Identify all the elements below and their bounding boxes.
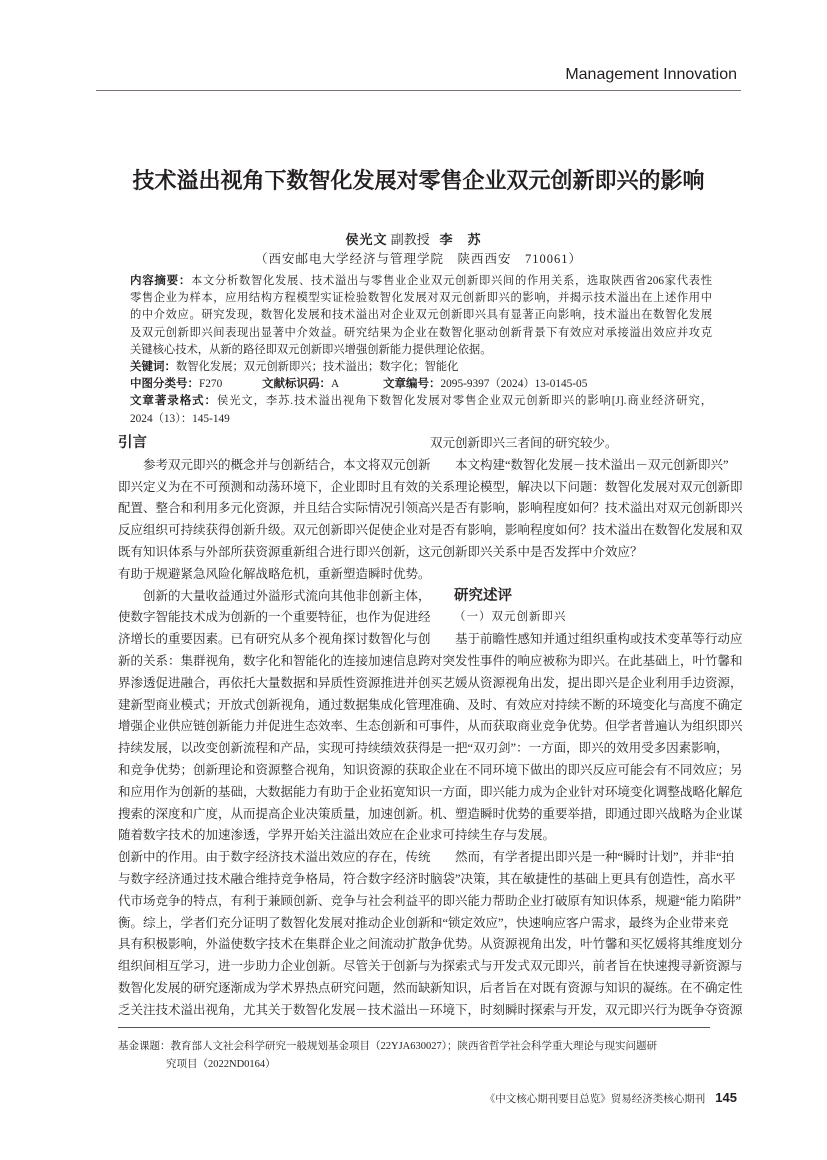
citation-line-2: 2024（13）：145-149: [130, 412, 230, 425]
abstract-line: 及双元创新即兴间表现出显著中介效益。研究结果为企业在数智化驱动创新背景下有效应对承接溢出效应并攻克: [130, 326, 712, 339]
paragraph-line: 和“锁定效应”，快速响应客户需求，最终为企业带来竞: [430, 915, 729, 930]
keywords: 数智化发展；双元创新即兴；技术溢出；数字化；智能化: [176, 361, 459, 374]
authors: [0, 229, 827, 248]
paragraph-line: 对突发性事件的响应被称为即兴。在此基础上，叶竹馨和: [430, 653, 743, 668]
paragraph-line: 有助于规避紧急风险化解战略危机，重新塑造瞬时优势。: [118, 566, 431, 581]
citation-text: 侯光文，李苏.技术溢出视角下数智化发展对零售企业双元创新即兴的影响[J].商业经济研究，: [216, 395, 713, 408]
paragraph-line: 即兴定义为在不可预测和动荡环境下，企业即时且有效的: [118, 479, 431, 494]
footnote-rule: [118, 1027, 710, 1028]
page-number: 145: [715, 1090, 737, 1105]
article-title-block: [96, 166, 741, 196]
paragraph-line: 元创新即兴关系中是否发挥中介效应？: [430, 544, 643, 559]
paragraph-line: 关系理论模型，解决以下问题：数智化发展对双元创新即: [430, 479, 743, 494]
author-2-name: 李 苏: [439, 232, 482, 247]
doc-code-label: 文献标识码：: [262, 378, 331, 391]
paragraph-line: 新知识，后者旨在对既有资源与知识的凝练。在不确定性: [430, 980, 743, 995]
page-footer: [485, 1090, 737, 1106]
clc-label: 中图分类号：: [130, 378, 199, 391]
running-title: Management Innovation: [565, 66, 737, 83]
paragraph-line: 代市场竞争的特点，有利于兼顾创新、竞争与社会利益平: [118, 893, 431, 908]
paragraph-line: 参考双元即兴的概念并与创新结合，本文将双元创新: [143, 457, 431, 472]
paragraph-line: 济增长的重要因素。已有研究从多个视角探讨数智化与创: [118, 632, 431, 647]
paragraph-line: 然而，有学者提出即兴是一种“瞬时计划”，并非“拍: [455, 850, 735, 865]
paragraph-line: 和竞争优势；创新理论和资源整合视角，知识资源的获取: [118, 762, 431, 777]
paragraph-line: 使数字智能技术成为创新的一个重要特征，也作为促进经: [118, 610, 431, 625]
paragraph-line: 与数字经济通过技术融合维持竞争格局，符合数字经济时: [118, 871, 431, 886]
paragraph-line: 一方面，即兴能力成为企业针对环境变化调整战略化解危: [430, 784, 743, 799]
paragraph-line: 数智化发展的研究逐渐成为学术界热点研究问题，然而缺: [118, 980, 431, 995]
keywords-label: 关键词：: [130, 361, 176, 374]
clc-value: F270: [199, 378, 223, 391]
article-title: 技术溢出视角下数智化发展对零售企业双元创新即兴的影响: [132, 168, 705, 193]
abstract-line: 的中介效应。研究发现，数智化发展和技术溢出对企业双元创新即兴具有显著正向影响，技术溢出在数智化发展: [130, 309, 712, 322]
paragraph-line: 准确、及时、有效应对持续不断的环境变化与高度不确定: [430, 697, 743, 712]
paragraph-line: 配置、整合和利用多元化资源，并且结合实际情况引领高: [118, 501, 431, 516]
abstract-block: [130, 273, 712, 428]
funding-footnote: [118, 1038, 718, 1074]
header-rule: [96, 90, 741, 91]
paragraph-line: 新的关系：集群视角，数字化和智能化的连接加速信息跨: [118, 653, 431, 668]
citation-line: [130, 393, 712, 410]
paragraph-line: 和应用作为创新的基础，大数据能力有助于企业拓宽知识: [118, 784, 431, 799]
footnote-text-cont: 究项目（2022ND0164）: [166, 1059, 276, 1070]
body-column-right: [430, 433, 743, 1022]
author-1-title: 副教授: [390, 232, 430, 247]
paragraph-line: 随着数字技术的加速渗透，学界开始关注溢出效应在企业: [118, 828, 431, 843]
citation-label: 文章著录格式：: [130, 395, 217, 408]
paragraph-line: 创新中的作用。由于数字经济技术溢出效应的存在，传统: [118, 850, 431, 865]
classification-line: [130, 376, 712, 393]
paragraph-line: 争优势。从资源视角出发，叶竹馨和买忆媛将其维度划分: [430, 937, 743, 952]
paragraph-line: 建新型商业模式；开放式创新视角，通过数据集成化管理: [118, 697, 431, 712]
paragraph-line: 创新的大量收益通过外溢形式流向其他非创新主体，: [143, 588, 431, 603]
abstract-line: 零售企业为样本，应用结构方程模型实证检验数智化发展对双元创新即兴的影响，并揭示技术溢出在上述作用中: [130, 292, 712, 305]
paragraph-line: 双元创新即兴三者间的研究较少。: [430, 436, 618, 450]
paragraph-line: 脑袋”决策，其在敏捷性的基础上更具有创造性，高水平: [430, 871, 736, 886]
paragraph-line: 求可持续生存与发展。: [430, 828, 556, 843]
paragraph-line: 界渗透促进融合，再依托大量数据和异质性资源推进并创: [118, 675, 431, 690]
affiliation: （西安邮电大学经济与管理学院 陕西西安 710061）: [254, 252, 582, 266]
paragraph-line: 组织间相互学习，进一步助力企业创新。尽管关于创新与: [118, 959, 431, 974]
paragraph-line: 增强企业供应链创新能力并促进生态效率、生态创新和可: [118, 719, 431, 734]
paragraph-line: 本文构建“数智化发展－技术溢出－双元创新即兴”: [455, 457, 729, 472]
paragraph-line: 反应组织可持续获得创新升级。双元创新即兴促使企业对: [118, 523, 431, 538]
subsection-heading: （一）双元创新即兴: [454, 611, 567, 624]
paragraph-line: 搜索的深度和广度，从而提高企业决策质量，加速创新。: [118, 806, 431, 821]
paragraph-line: 衡。综上，学者们充分证明了数智化发展对推动企业创新: [118, 915, 431, 930]
abstract-line: [130, 273, 712, 290]
paragraph-line: 基于前瞻性感知并通过组织重构或技术变革等行动应: [455, 632, 743, 647]
paragraph-line: 是否有影响，影响程度如何？技术溢出在数智化发展和双: [430, 523, 743, 538]
journal-index-note: 《中文核心期刊要目总览》贸易经济类核心期刊: [484, 1093, 706, 1105]
keywords-line: [130, 359, 712, 376]
spacer: [430, 564, 718, 586]
abstract-line: 关键核心技术，从新的路径即双元创新即兴增强创新能力提供理论依据。: [130, 343, 492, 356]
footnote-label: 基金课题：: [118, 1041, 171, 1052]
paragraph-line: 既有知识体系与外部所获资源重新组合进行即兴创新，这: [118, 544, 431, 559]
article-no-label: 文章编号：: [383, 378, 441, 391]
article-no-value: 2095-9397（2024）13-0145-05: [440, 378, 588, 391]
abstract-text: 本文分析数智化发展、技术溢出与零售业企业双元创新即兴间的作用关系，选取陕西省206家代表性: [191, 275, 713, 287]
paragraph-line: 兴是否有影响，影响程度如何？技术溢出对双元创新即兴: [430, 501, 743, 516]
abstract-label: 内容摘要：: [130, 275, 192, 287]
paragraph-line: 的即兴能力帮助企业打破原有知识体系，规避“能力陷阱”: [430, 893, 742, 908]
paragraph-line: 乏关注技术溢出视角，尤其关于数智化发展－技术溢出－: [118, 1002, 431, 1017]
section-heading: 引言: [118, 435, 147, 451]
paragraph-line: 企业在不同环境下做出的即兴反应可能会有不同效应；另: [430, 762, 743, 777]
paragraph-line: 事件，从而获取商业竞争优势。但学者普遍认为组织即兴: [430, 719, 743, 734]
paragraph-line: 是一把“双刃剑”：一方面，即兴的效用受多因素影响，: [430, 741, 729, 756]
paragraph-line: 持续发展，以改变创新流程和产品，实现可持续绩效获得: [118, 741, 431, 756]
paragraph-line: 买艺媛从资源视角出发，提出即兴是企业利用手边资源，: [430, 675, 743, 690]
paragraph-line: 为探索式与开发式双元即兴，前者旨在快速搜寻新资源与: [430, 959, 743, 974]
footnote-text: 教育部人文社会科学研究一般规划基金项目（22YJA630027）；陕西省哲学社会科学重大理论与现实问题研: [170, 1041, 657, 1052]
paragraph-line: 具有积极影响，外溢使数字技术在集群企业之间流动扩散，: [118, 937, 444, 952]
paragraph-line: 环境下，时刻瞬时探索与开发，双元即兴行为既争夺资源: [430, 1002, 743, 1017]
doc-code-value: A: [331, 378, 340, 391]
paragraph-line: 机、塑造瞬时优势的重要举措，即通过即兴战略为企业谋: [430, 806, 743, 821]
body-column-left: [118, 433, 444, 1022]
section-heading: 研究述评: [454, 587, 512, 604]
author-1-name: 侯光文: [345, 232, 388, 247]
